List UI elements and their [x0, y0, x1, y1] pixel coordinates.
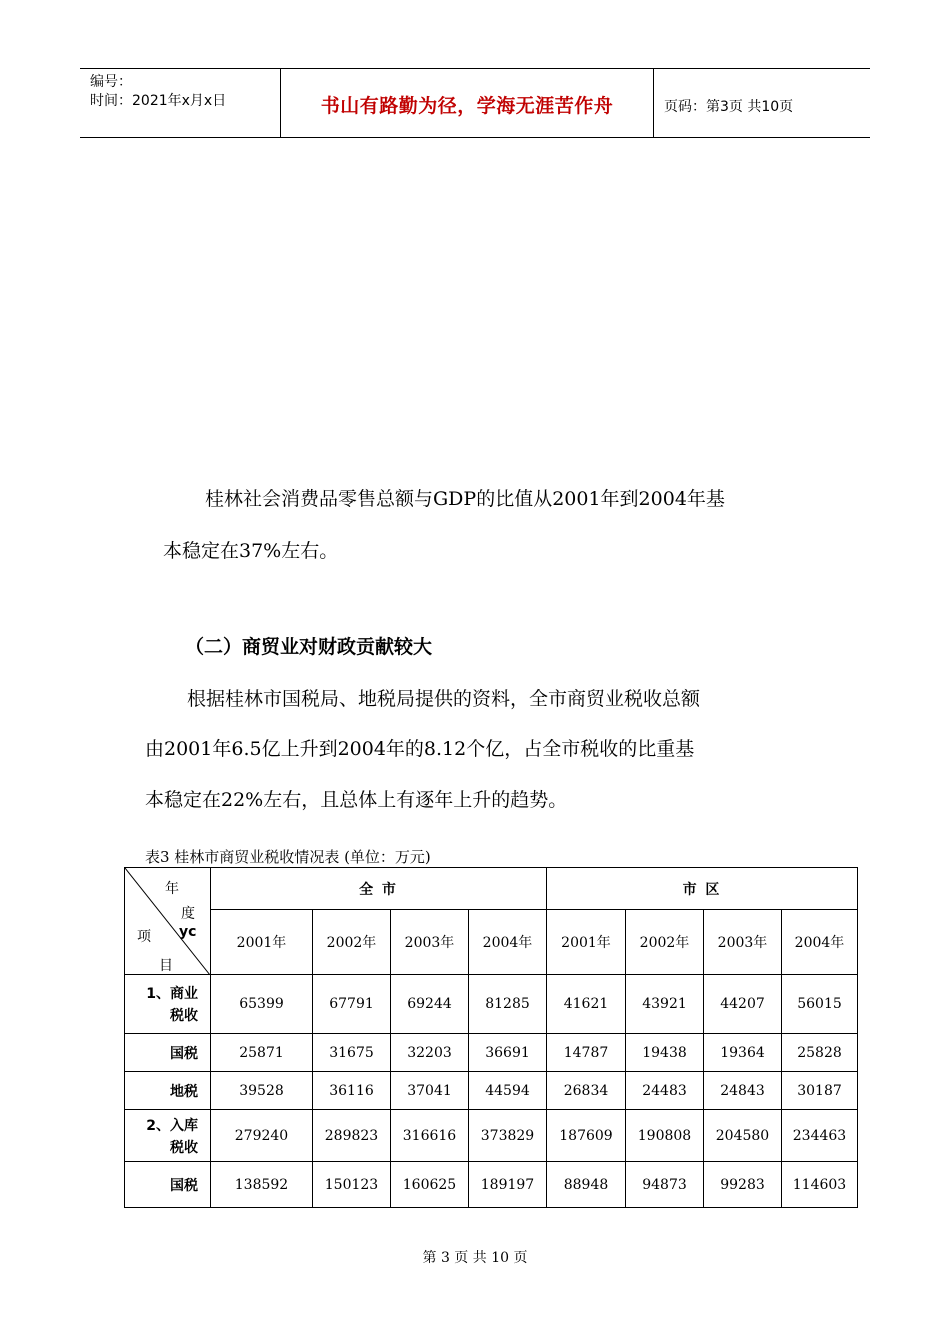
- header-page-cell: [654, 69, 870, 137]
- year-header: 2004年: [782, 910, 858, 975]
- table-cell: 19438: [626, 1034, 704, 1072]
- table-cell: 99283: [704, 1162, 782, 1208]
- paragraph-2-line-3: 本稳定在22%左右，且总体上有逐年上升的趋势。: [145, 789, 568, 811]
- paragraph-2-line-1: 根据桂林市国税局、地税局提供的资料，全市商贸业税收总额: [187, 688, 701, 710]
- table-cell: 69244: [391, 975, 469, 1034]
- year-header: 2002年: [313, 910, 391, 975]
- header-motto: 书山有路勤为径，学海无涯苦作舟: [320, 95, 614, 117]
- row-label: [125, 975, 211, 1034]
- table-row: [125, 1034, 858, 1072]
- year-header: 2002年: [626, 910, 704, 975]
- table-cell: 25871: [211, 1034, 313, 1072]
- table-cell: 65399: [211, 975, 313, 1034]
- table-cell: 30187: [782, 1072, 858, 1110]
- table-row: [125, 1162, 858, 1208]
- table-cell: 41621: [547, 975, 626, 1034]
- page-footer: 第 3 页 共 10 页: [422, 1250, 528, 1266]
- row-label-line-1: 2、入库: [146, 1117, 198, 1134]
- paragraph-1-line-2: 本稳定在37%左右。: [163, 540, 339, 562]
- table-cell: 279240: [211, 1110, 313, 1162]
- table-cell: 190808: [626, 1110, 704, 1162]
- table-caption: 表3 桂林市商贸业税收情况表 (单位：万元): [145, 848, 431, 866]
- table-cell: 19364: [704, 1034, 782, 1072]
- table-cell: 189197: [469, 1162, 547, 1208]
- row-label: 国税: [125, 1034, 211, 1072]
- year-header: 2001年: [211, 910, 313, 975]
- year-header: 2004年: [469, 910, 547, 975]
- table-header-row-years: [125, 910, 858, 975]
- table-cell: 67791: [313, 975, 391, 1034]
- table-cell: 373829: [469, 1110, 547, 1162]
- table-cell: 44207: [704, 975, 782, 1034]
- table-cell: 14787: [547, 1034, 626, 1072]
- year-header: 2003年: [391, 910, 469, 975]
- table-cell: 316616: [391, 1110, 469, 1162]
- corner-item-1: 项: [137, 929, 151, 945]
- table-cell: 31675: [313, 1034, 391, 1072]
- table-cell: 81285: [469, 975, 547, 1034]
- page-header: [80, 68, 870, 138]
- table-cell: 289823: [313, 1110, 391, 1162]
- row-label: 地税: [125, 1072, 211, 1110]
- paragraph-2-line-2: 由2001年6.5亿上升到2004年的8.12个亿，占全市税收的比重基: [145, 738, 695, 760]
- row-label-line-1: 1、商业: [146, 986, 198, 1002]
- table-cell: 204580: [704, 1110, 782, 1162]
- table-row: [125, 1072, 858, 1110]
- header-page-info: 页码：第3页 共10页: [664, 99, 794, 115]
- header-number-label: 编号：: [90, 74, 132, 90]
- corner-mark: yc: [179, 924, 197, 940]
- year-header: 2003年: [704, 910, 782, 975]
- corner-year-1: 年: [165, 881, 179, 897]
- table-header-row-group: [125, 868, 858, 910]
- table-cell: 36691: [469, 1034, 547, 1072]
- table-cell: 88948: [547, 1162, 626, 1208]
- table-cell: 187609: [547, 1110, 626, 1162]
- tax-table: [124, 867, 858, 1208]
- year-header: 2001年: [547, 910, 626, 975]
- table-cell: 234463: [782, 1110, 858, 1162]
- table-cell: 24483: [626, 1072, 704, 1110]
- table-row: [125, 1110, 858, 1162]
- row-label: [125, 1110, 211, 1162]
- table-cell: 37041: [391, 1072, 469, 1110]
- table-cell: 36116: [313, 1072, 391, 1110]
- table-row: [125, 975, 858, 1034]
- table-cell: 44594: [469, 1072, 547, 1110]
- table-cell: 160625: [391, 1162, 469, 1208]
- paragraph-1-line-1: 桂林社会消费品零售总额与GDP的比值从2001年到2004年基: [205, 488, 725, 510]
- table-cell: 32203: [391, 1034, 469, 1072]
- table-cell: 43921: [626, 975, 704, 1034]
- group-city-header: 全 市: [211, 868, 547, 910]
- table-cell: 24843: [704, 1072, 782, 1110]
- header-motto-cell: [281, 69, 654, 137]
- row-label: 国税: [125, 1162, 211, 1208]
- group-district-header: 市 区: [547, 868, 858, 910]
- table-corner-cell: [125, 868, 211, 975]
- table-cell: 25828: [782, 1034, 858, 1072]
- section-heading: （二）商贸业对财政贡献较大: [185, 636, 433, 658]
- header-date-label: 时间：2021年x月x日: [90, 93, 227, 109]
- table-cell: 56015: [782, 975, 858, 1034]
- header-meta-cell: [80, 69, 281, 137]
- corner-year-2: 度: [181, 906, 195, 922]
- row-label-line-2: 税收: [170, 1008, 198, 1024]
- corner-item-2: 目: [159, 958, 173, 974]
- table-cell: 39528: [211, 1072, 313, 1110]
- table-cell: 114603: [782, 1162, 858, 1208]
- table-cell: 94873: [626, 1162, 704, 1208]
- table-cell: 26834: [547, 1072, 626, 1110]
- table-cell: 138592: [211, 1162, 313, 1208]
- table-cell: 150123: [313, 1162, 391, 1208]
- row-label-line-2: 税收: [170, 1139, 198, 1156]
